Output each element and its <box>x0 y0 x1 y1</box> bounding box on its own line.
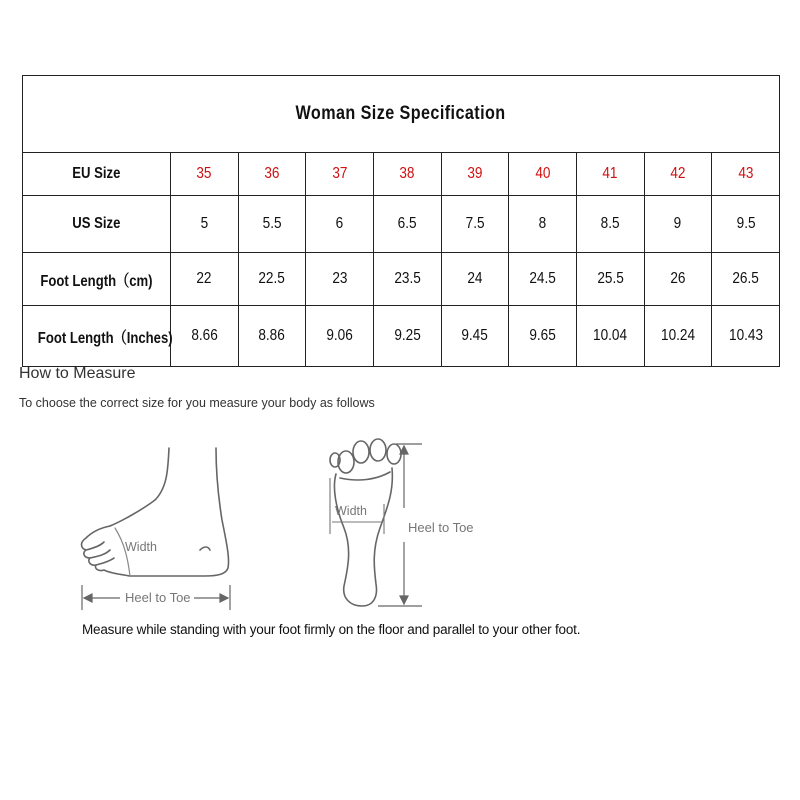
eu-size-cell: 38 <box>399 165 415 182</box>
us-size-cell: 8 <box>538 215 547 232</box>
foot-length-cm-cell: 23 <box>332 270 348 287</box>
sole-view-heel-to-toe-label: Heel to Toe <box>408 520 474 535</box>
eu-size-cell: 39 <box>467 165 483 182</box>
foot-length-inches-cell: 9.65 <box>529 327 556 344</box>
foot-length-inches-cell: 8.86 <box>258 327 286 344</box>
how-to-measure-title: How to Measure <box>19 365 136 382</box>
foot-length-cm-cell: 22 <box>196 270 212 287</box>
eu-size-cell: 36 <box>264 165 280 182</box>
eu-size-cell: 40 <box>535 165 551 182</box>
us-size-cell: 5.5 <box>262 215 282 232</box>
eu-size-cell: 41 <box>602 165 618 182</box>
us-size-cell: 6.5 <box>397 215 417 232</box>
row-label-foot-length-inches: Foot Length（Inches) <box>37 329 173 347</box>
side-view-heel-to-toe-label: Heel to Toe <box>125 590 191 605</box>
sole-view-foot-illustration <box>318 438 483 613</box>
table-row-foot-length-inches <box>23 306 780 367</box>
how-to-measure-subtitle: To choose the correct size for you measure your body as follows <box>19 396 375 410</box>
us-size-cell: 8.5 <box>600 215 620 232</box>
eu-size-cell: 43 <box>738 165 754 182</box>
foot-length-inches-cell: 10.43 <box>728 327 763 344</box>
foot-length-cm-cell: 23.5 <box>394 270 421 287</box>
foot-length-inches-cell: 9.06 <box>326 327 353 344</box>
foot-length-inches-cell: 9.25 <box>394 327 421 344</box>
sole-view-width-label: Width <box>335 504 367 518</box>
eu-size-cell: 42 <box>670 165 686 182</box>
foot-length-cm-cell: 22.5 <box>258 270 286 287</box>
foot-length-cm-cell: 26.5 <box>732 270 759 287</box>
foot-length-cm-cell: 24 <box>467 270 483 287</box>
us-size-cell: 9.5 <box>736 215 756 232</box>
foot-length-cm-cell: 24.5 <box>529 270 556 287</box>
table-row-foot-length-cm <box>23 253 780 306</box>
foot-length-cm-cell: 26 <box>670 270 686 287</box>
eu-size-cell: 35 <box>196 165 212 182</box>
eu-size-cell: 37 <box>332 165 348 182</box>
us-size-cell: 5 <box>200 215 209 232</box>
row-label-eu-size: EU Size <box>72 165 121 182</box>
side-view-width-label: Width <box>125 540 157 554</box>
table-row-eu-size <box>23 153 780 196</box>
us-size-cell: 9 <box>674 215 682 232</box>
foot-length-inches-cell: 9.45 <box>461 327 489 344</box>
foot-length-inches-cell: 10.24 <box>660 327 695 344</box>
foot-length-inches-cell: 8.66 <box>191 327 218 344</box>
row-label-us-size: US Size <box>72 215 121 232</box>
size-specification-table <box>22 75 780 367</box>
table-title-row <box>23 76 780 153</box>
table-title: Woman Size Specification <box>295 103 507 124</box>
measure-instruction-note: Measure while standing with your foot firmly on the floor and parallel to your other foot. <box>82 622 581 637</box>
foot-length-cm-cell: 25.5 <box>597 270 624 287</box>
us-size-cell: 7.5 <box>465 215 485 232</box>
foot-length-inches-cell: 10.04 <box>593 327 628 344</box>
side-view-foot-illustration <box>70 440 250 615</box>
row-label-foot-length-cm: Foot Length（cm) <box>40 272 153 290</box>
table-row-us-size <box>23 196 780 253</box>
us-size-cell: 6 <box>335 215 344 232</box>
